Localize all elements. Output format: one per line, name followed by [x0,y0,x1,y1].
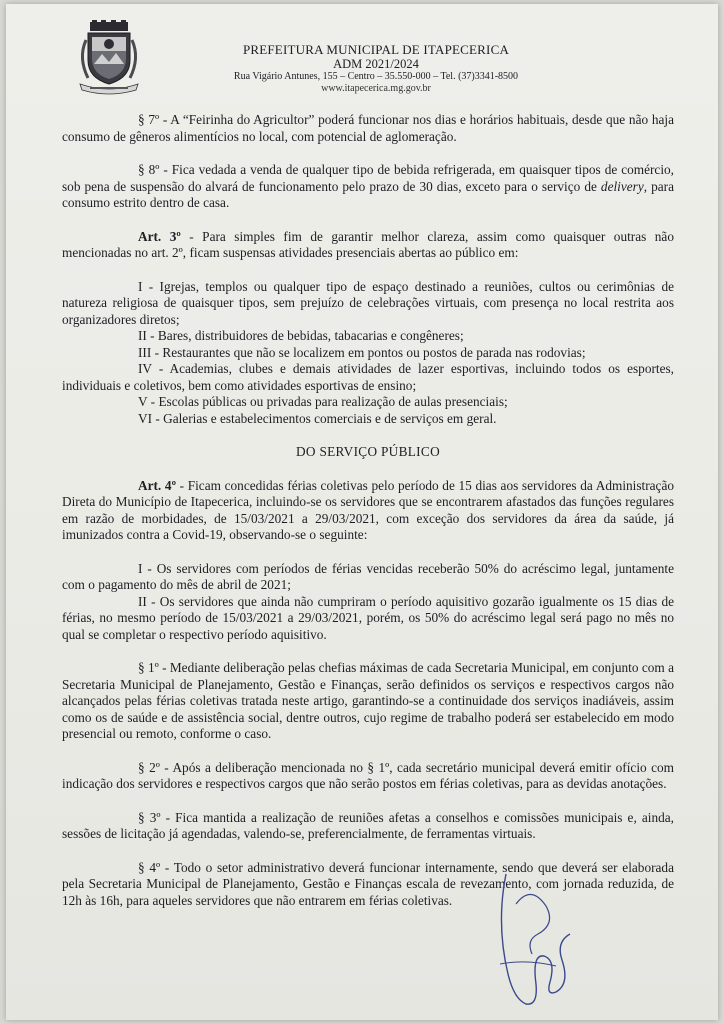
paragraph-s2: § 2º - Após a deliberação mencionada no § 1º, cada secretário municipal deverá emitir ofício com indicação dos servidores e respectivos cargos que não serão postos em férias coletivas, para as devidas anotações. [62,759,674,791]
article-4-label: Art. 4º [138,477,176,493]
article-3-label: Art. 3º [138,228,181,244]
letterhead-text [156,42,596,95]
paragraph-s1: § 1º - Mediante deliberação pelas chefias máximas de cada Secretaria Municipal, em conjunto com a Secretaria Municipal de Planejamento, Gestão e Finanças, serão definidos os serviços e respectivos cargos não alcançados pelas férias coletivas tratada neste artigo, garantindo-se a continuidade dos serviços inadiáveis, assim como os de saúde e de assistência social, dentre outros, cujo regime de trabalho poderá ser estabelecido em modo presencial ou remoto, conforme o caso. [62,660,674,741]
list-item: II - Bares, distribuidores de bebidas, tabacarias e congêneres; [138,328,464,343]
document-body [62,112,674,909]
article-3: Art. 3º - Para simples fim de garantir melhor clareza, assim como quaisquer outras não mencionadas no art. 2º, ficam suspensas atividades presenciais abertas ao público em: [62,228,674,260]
municipality-name: PREFEITURA MUNICIPAL DE ITAPECERICA [242,42,510,57]
article-4: Art. 4º - Ficam concedidas férias coletivas pelo período de 15 dias aos servidores da Administração Direta do Município de Itapecerica, incluindo-se os servidores que se encontrarem afastados das funções regulares em razão de morbidades, de 15/03/2021 a 29/03/2021, com exceção dos servidores da área da saúde, já imunizados contra a Covid-19, observando-se o seguinte: [62,477,675,542]
document-page [6,4,718,1020]
paragraph-7: § 7º - A “Feirinha do Agricultor” poderá funcionar nos dias e horários habituais, desde que não haja consumo de gêneros alimentícios no local, com potencial de aglomeração. [62,112,674,144]
list-item: IV - Academias, clubes e demais atividades de lazer esportivas, incluindo todos os esportes, individuais e coletivos, bem como atividades esportivas de ensino; [62,361,674,393]
section-title: DO SERVIÇO PÚBLICO [296,444,440,459]
handwritten-signature [486,864,586,1014]
list-item: VI - Galerias e estabelecimentos comerciais e de serviços em geral. [138,410,497,426]
list-item: I - Igrejas, templos ou qualquer tipo de espaço destinado a reuniões, cultos ou cerimônias de natureza religiosa de quaisquer tipos, sem prejuízo de celebrações virtuais, com presença no local restrita aos organizadores diretos; [62,278,674,327]
list-item: V - Escolas públicas ou privadas para realização de aulas presenciais; [138,394,508,409]
paragraph-s4: § 4º - Todo o setor administrativo deverá funcionar internamente, sendo que deverá ser elaborada pela Secretaria Municipal de Planejamento, Gestão e Finanças escala de revezamento, com jornada reduzida, de 12h às 16h, para aqueles servidores que não entrarem em férias coletivas. [62,859,674,908]
paragraph-s3: § 3º - Fica mantida a realização de reuniões afetas a conselhos e comissões municipais e, ainda, sessões de licitação já agendadas, valendo-se, preferencialmente, de ferramentas virtuais. [62,809,674,841]
paragraph-8: § 8º - Fica vedada a venda de qualquer tipo de bebida refrigerada, em quaisquer tipos de comércio, sob pena de suspensão do alvará de funcionamento pelo prazo de 30 dias, exceto para o serviço de delivery, para consumo estrito dentro de casa. [62,162,674,210]
letterhead [6,4,718,104]
delivery-term: delivery [600,178,644,194]
coat-of-arms-icon [76,20,142,96]
article-4-item-i: I - Os servidores com períodos de férias vencidas receberão 50% do acréscimo legal, juntamente com o pagamento do mês de abril de 2021; [62,560,674,592]
website-link[interactable]: www.itapecerica.mg.gov.br [321,83,431,94]
list-item: III - Restaurantes que não se localizem em pontos ou postos de parada nas rodovias; [138,344,586,360]
address-line: Rua Vigário Antunes, 155 – Centro – 35.550-000 – Tel. (37)3341-8500 [233,71,519,82]
administration-term: ADM 2021/2024 [333,57,419,71]
article-4-item-ii: II - Os servidores que ainda não cumpriram o período aquisitivo gozarão igualmente os 15 dias de férias, no mesmo período de 15/03/2021 a 29/03/2021, porém, os 50% do acréscimo legal será pago no mês no qual se completar o respectivo período aquisitivo. [62,593,674,642]
